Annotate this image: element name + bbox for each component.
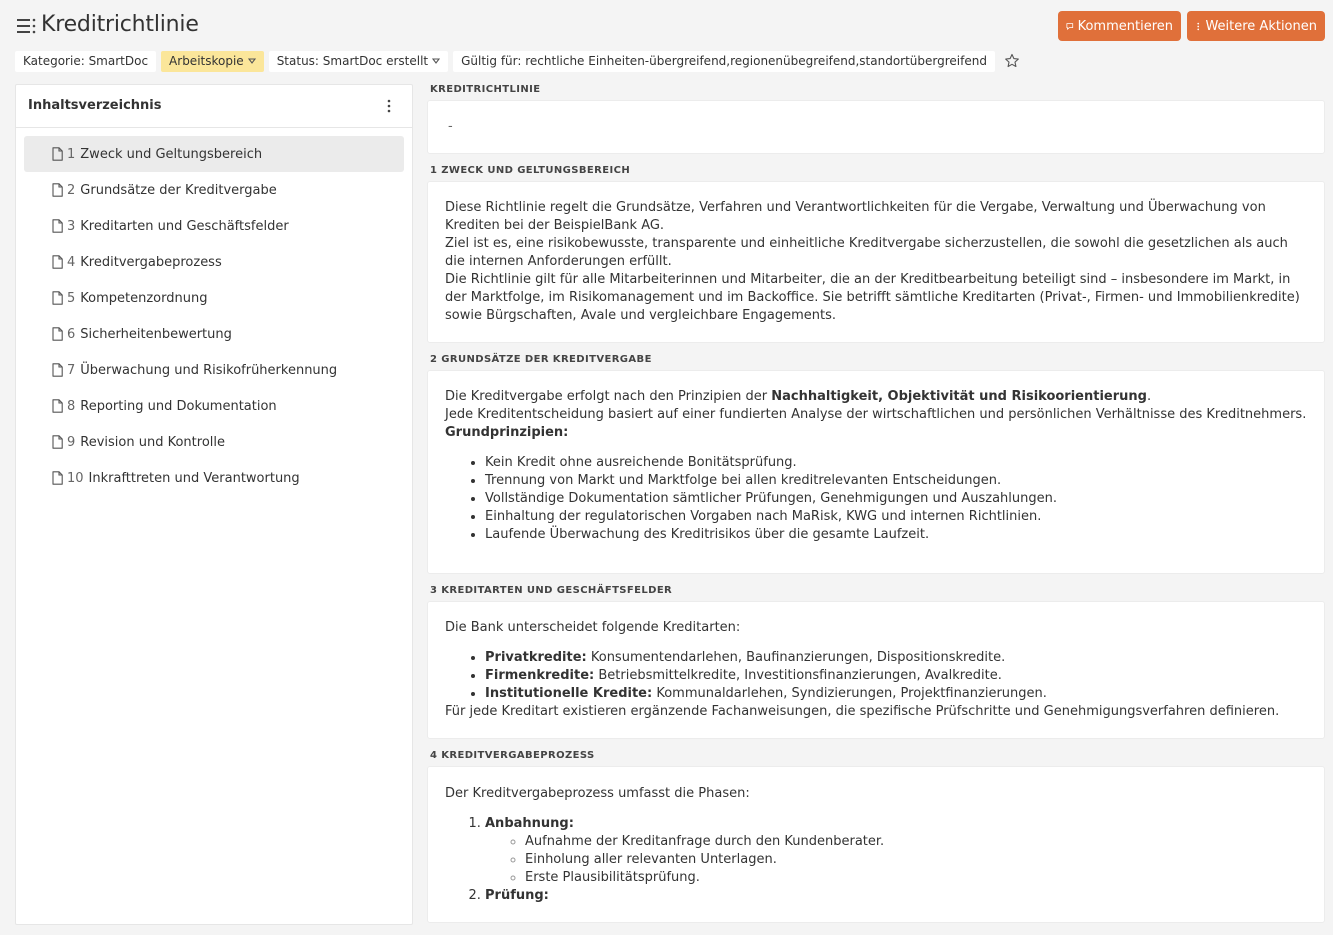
bold-text: Institutionelle Kredite:: [485, 686, 653, 701]
document-icon: [52, 471, 63, 485]
comment-button[interactable]: [1058, 11, 1181, 41]
toc-item[interactable]: [24, 244, 404, 280]
document-icon: [52, 435, 63, 449]
section-heading: 1 ZWECK UND GELTUNGSBEREICH: [430, 165, 631, 176]
sub-list-item: ◦ Erste Plausibilitätsprüfung.: [525, 869, 1307, 887]
toc-item[interactable]: [24, 352, 404, 388]
paragraph-text: Die Kreditvergabe erfolgt nach den Prinzipien der: [445, 389, 772, 404]
category-tag: [15, 51, 156, 72]
toc-item[interactable]: [24, 136, 404, 172]
top-bar: [0, 0, 1333, 50]
numbered-list: [485, 815, 1307, 905]
comment-icon: [1066, 20, 1074, 33]
toc-sidebar: [15, 84, 413, 925]
list-item: • Laufende Überwachung des Kreditrisikos über die gesamte Laufzeit.: [485, 526, 1307, 544]
section-card-2: [427, 370, 1325, 574]
section-card-1: [427, 181, 1325, 343]
caret-down-icon: [432, 58, 440, 64]
paragraph-text: .: [1146, 389, 1152, 404]
document-icon: [52, 219, 63, 233]
page-title: Kreditrichtlinie: [41, 12, 199, 37]
document-content: [427, 84, 1325, 925]
sub-list-item: ◦ Einholung aller relevanten Unterlagen.: [525, 851, 1307, 869]
paragraph: Die Bank unterscheidet folgende Kreditarten:: [445, 620, 741, 635]
toc-item[interactable]: [24, 280, 404, 316]
list-item-text: Betriebsmittelkredite, Investitionsfinanzierungen, Avalkredite.: [594, 668, 1002, 683]
toc-number: 2: [67, 182, 76, 198]
more-actions-button[interactable]: [1187, 11, 1325, 41]
valid-for-tag: [453, 51, 995, 72]
document-icon: [52, 363, 63, 377]
bold-text: Nachhaltigkeit, Objektivität und Risikoorientierung: [771, 389, 1147, 404]
section-heading: 3 KREDITARTEN UND GESCHÄFTSFELDER: [430, 585, 673, 596]
toc-label: Inkrafttreten und Verantwortung: [88, 470, 300, 486]
toc-item[interactable]: [24, 424, 404, 460]
document-icon: [52, 147, 63, 161]
toc-number: 3: [67, 218, 76, 234]
document-icon: [52, 183, 63, 197]
toc-label: Sicherheitenbewertung: [80, 326, 232, 342]
toc-number: 10: [67, 470, 84, 486]
bold-text: Grundprinzipien:: [445, 425, 569, 440]
toc-item[interactable]: [24, 460, 404, 496]
toc-number: 9: [67, 434, 76, 450]
kebab-icon: [1195, 20, 1201, 33]
sub-list: [525, 833, 1307, 887]
paragraph: Diese Richtlinie regelt die Grundsätze, Verfahren und Verantwortlichkeiten für die Vergabe, Verwaltung und Überwachung von Krediten bei der BeispielBank AG.: [445, 200, 1266, 233]
section-heading: 4 KREDITVERGABEPROZESS: [430, 750, 595, 761]
toc-options-icon[interactable]: [386, 99, 392, 113]
list-item: • Einhaltung der regulatorischen Vorgaben nach MaRisk, KWG und internen Richtlinien.: [485, 508, 1307, 526]
paragraph: Die Richtlinie gilt für alle Mitarbeiterinnen und Mitarbeiter, die an der Kreditbearbeitung beteiligt sind – insbesondere im Markt, in der Marktfolge, im Risikomanagement und im Backoffice. Sie betrifft sämtliche Kreditarten (Privat-, Firmen- und Immobilienkredite) sowie Bürgschaften, Avale und vergleichbare Engagements.: [445, 272, 1300, 323]
toc-number: 6: [67, 326, 76, 342]
document-icon: [52, 327, 63, 341]
list-item: • Vollständige Dokumentation sämtlicher Prüfungen, Genehmigungen und Auszahlungen.: [485, 490, 1307, 508]
caret-down-icon: [248, 58, 256, 64]
list-item-text: Konsumentendarlehen, Baufinanzierungen, Dispositionskredite.: [586, 650, 1006, 665]
paragraph: Der Kreditvergabeprozess umfasst die Phasen:: [445, 786, 750, 801]
list-item: [485, 649, 1307, 667]
toc-list: [16, 128, 412, 496]
bold-text: Prüfung:: [485, 888, 549, 903]
toc-label: Kreditvergabeprozess: [80, 254, 222, 270]
bullet-list: [485, 649, 1307, 703]
section-card-3: [427, 601, 1325, 739]
toc-label: Zweck und Geltungsbereich: [80, 146, 263, 162]
more-actions-label: Weitere Aktionen: [1205, 18, 1317, 34]
toc-label: Kreditarten und Geschäftsfelder: [80, 218, 289, 234]
toc-label: Revision und Kontrolle: [80, 434, 226, 450]
paragraph: Jede Kreditentscheidung basiert auf einer fundierten Analyse der wirtschaftlichen und persönlichen Verhältnisse des Kreditnehmers.: [445, 407, 1307, 422]
paragraph: [445, 424, 1307, 442]
document-icon: [52, 399, 63, 413]
section-heading: 2 GRUNDSÄTZE DER KREDITVERGABE: [430, 354, 652, 365]
paragraph: Für jede Kreditart existieren ergänzende Fachanweisungen, die spezifische Prüfschritte und Genehmigungsverfahren definieren.: [445, 704, 1280, 719]
bold-text: Privatkredite:: [485, 650, 587, 665]
list-item: [485, 667, 1307, 685]
toc-label: Grundsätze der Kreditvergabe: [80, 182, 277, 198]
bullet-list: [485, 454, 1307, 544]
section-card-title: [427, 100, 1325, 154]
toc-item[interactable]: [24, 388, 404, 424]
comment-button-label: Kommentieren: [1077, 18, 1173, 34]
tag-row: [15, 50, 1020, 72]
section-heading: KREDITRICHTLINIE: [430, 84, 541, 95]
paragraph: [445, 388, 1307, 406]
toc-title: Inhaltsverzeichnis: [28, 98, 162, 113]
list-item: [485, 685, 1307, 703]
list-item: • Trennung von Markt und Marktfolge bei allen kreditrelevanten Entscheidungen.: [485, 472, 1307, 490]
toc-number: 4: [67, 254, 76, 270]
toc-number: 1: [67, 146, 76, 162]
toc-menu-icon[interactable]: [17, 17, 37, 35]
document-icon: [52, 291, 63, 305]
section-card-4: [427, 766, 1325, 923]
paragraph: Ziel ist es, eine risikobewusste, transparente und einheitliche Kreditvergabe sicherzustellen, die sowohl die gesetzlichen als auch die internen Anforderungen erfüllt.: [445, 236, 1288, 269]
working-copy-label: Arbeitskopie: [169, 54, 244, 68]
list-item: [485, 815, 1307, 887]
bold-text: Firmenkredite:: [485, 668, 595, 683]
toc-label: Überwachung und Risikofrüherkennung: [80, 362, 338, 378]
status-label: Status: SmartDoc erstellt: [276, 54, 429, 68]
valid-for-label: Gültig für: rechtliche Einheiten-übergreifend,regionenübegreifend,standortübergreifend: [461, 54, 987, 68]
toc-item[interactable]: [24, 316, 404, 352]
document-icon: [52, 255, 63, 269]
list-item: • Kein Kredit ohne ausreichende Bonitätsprüfung.: [485, 454, 1307, 472]
toc-label: Reporting und Dokumentation: [80, 398, 277, 414]
toc-header: [16, 85, 412, 128]
toc-number: 8: [67, 398, 76, 414]
sub-list-item: ◦ Aufnahme der Kreditanfrage durch den Kundenberater.: [525, 833, 1307, 851]
category-tag-label: Kategorie: SmartDoc: [23, 54, 149, 68]
toc-label: Kompetenzordnung: [80, 290, 208, 306]
list-item-text: Kommunaldarlehen, Syndizierungen, Projektfinanzierungen.: [652, 686, 1047, 701]
section-text: -: [448, 119, 453, 134]
toc-item[interactable]: [24, 172, 404, 208]
toc-item[interactable]: [24, 208, 404, 244]
toc-number: 5: [67, 290, 76, 306]
bold-text: Anbahnung:: [485, 816, 574, 831]
working-copy-dropdown[interactable]: [161, 51, 264, 72]
status-dropdown[interactable]: [269, 51, 448, 72]
star-icon[interactable]: [1004, 53, 1020, 69]
list-item: [485, 887, 1307, 905]
toc-number: 7: [67, 362, 76, 378]
